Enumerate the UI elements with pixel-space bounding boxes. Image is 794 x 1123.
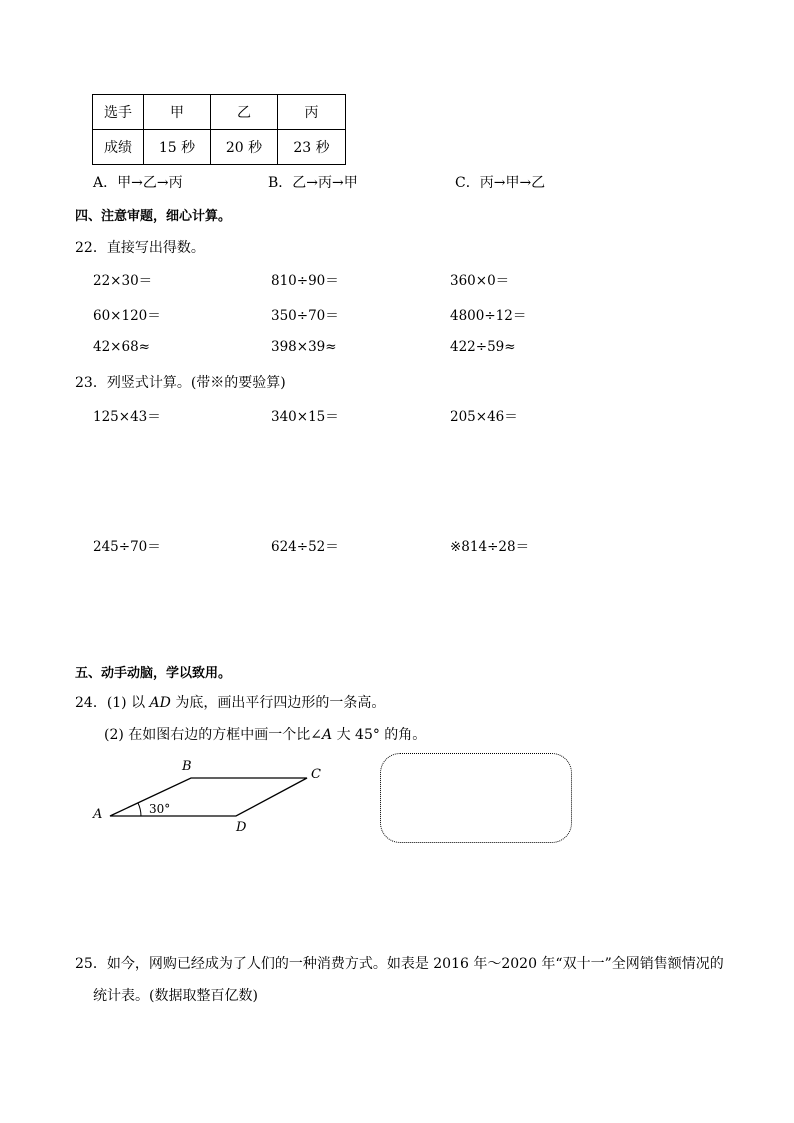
vertex-b-label: B: [182, 759, 192, 774]
table-cell: 乙: [211, 95, 278, 130]
angle-label: 30°: [149, 802, 171, 816]
q24-line1-prefix: 24．(1) 以: [75, 695, 150, 711]
vertex-d-label: D: [236, 820, 247, 835]
question-22-title: 22．直接写出得数。: [75, 240, 205, 256]
calc-item: 125×43＝: [93, 409, 161, 425]
calc-item: 4800÷12＝: [450, 308, 527, 324]
calc-item: 624÷52＝: [271, 539, 339, 555]
q24-line2-prefix: (2) 在如图右边的方框中画一个比∠: [104, 727, 323, 743]
table-cell: 甲: [144, 95, 211, 130]
option-c: C．丙→甲→乙: [455, 175, 546, 191]
question-24-part2: [104, 724, 426, 744]
table-cell: 丙: [278, 95, 346, 130]
q24-line2-suffix: 大 45° 的角。: [332, 727, 427, 743]
table-row: [93, 95, 346, 130]
table-cell: 成绩: [93, 130, 144, 165]
table-row: [93, 130, 346, 165]
calc-item: 22×30＝: [93, 273, 153, 289]
vertex-a-label: A: [93, 807, 103, 822]
drawing-box: [380, 753, 572, 843]
angle-arc: [138, 803, 141, 816]
option-b: B．乙→丙→甲: [268, 175, 358, 191]
table-cell: 20 秒: [211, 130, 278, 165]
table-cell: 15 秒: [144, 130, 211, 165]
question-25-line2: 统计表。(数据取整百亿数): [93, 988, 258, 1004]
calc-item: 422÷59≈: [450, 339, 516, 355]
q24-line2-var: A: [322, 727, 333, 743]
calc-item: 340×15＝: [271, 409, 339, 425]
score-table: [92, 94, 346, 165]
calc-item: 245÷70＝: [93, 539, 161, 555]
question-24-part1: [75, 692, 385, 712]
calc-item: 350÷70＝: [271, 308, 339, 324]
question-25-line1: 25．如今，网购已经成为了人们的一种消费方式。如表是 2016 年～2020 年“双十一”全网销售额情况的: [75, 956, 724, 972]
calc-item: 205×46＝: [450, 409, 518, 425]
parallelogram-shape: [110, 778, 307, 816]
option-a: A．甲→乙→丙: [93, 175, 183, 191]
calc-item: 398×39≈: [271, 339, 337, 355]
section-heading: 四、注意审题，细心计算。: [75, 209, 232, 224]
calc-item: 60×120＝: [93, 308, 161, 324]
table-cell: 选手: [93, 95, 144, 130]
question-23-title: 23．列竖式计算。(带※的要验算): [75, 375, 286, 391]
q24-line1-var: AD: [149, 695, 171, 711]
table-cell: 23 秒: [278, 130, 346, 165]
calc-item: 360×0＝: [450, 273, 510, 289]
section-heading: 五、动手动脑，学以致用。: [75, 666, 232, 681]
parallelogram-figure: [85, 755, 345, 840]
vertex-c-label: C: [311, 767, 321, 782]
calc-item: 42×68≈: [93, 339, 150, 355]
q24-line1-suffix: 为底，画出平行四边形的一条高。: [170, 695, 386, 711]
calc-item: 810÷90＝: [271, 273, 339, 289]
calc-item: ※814÷28＝: [450, 539, 530, 555]
